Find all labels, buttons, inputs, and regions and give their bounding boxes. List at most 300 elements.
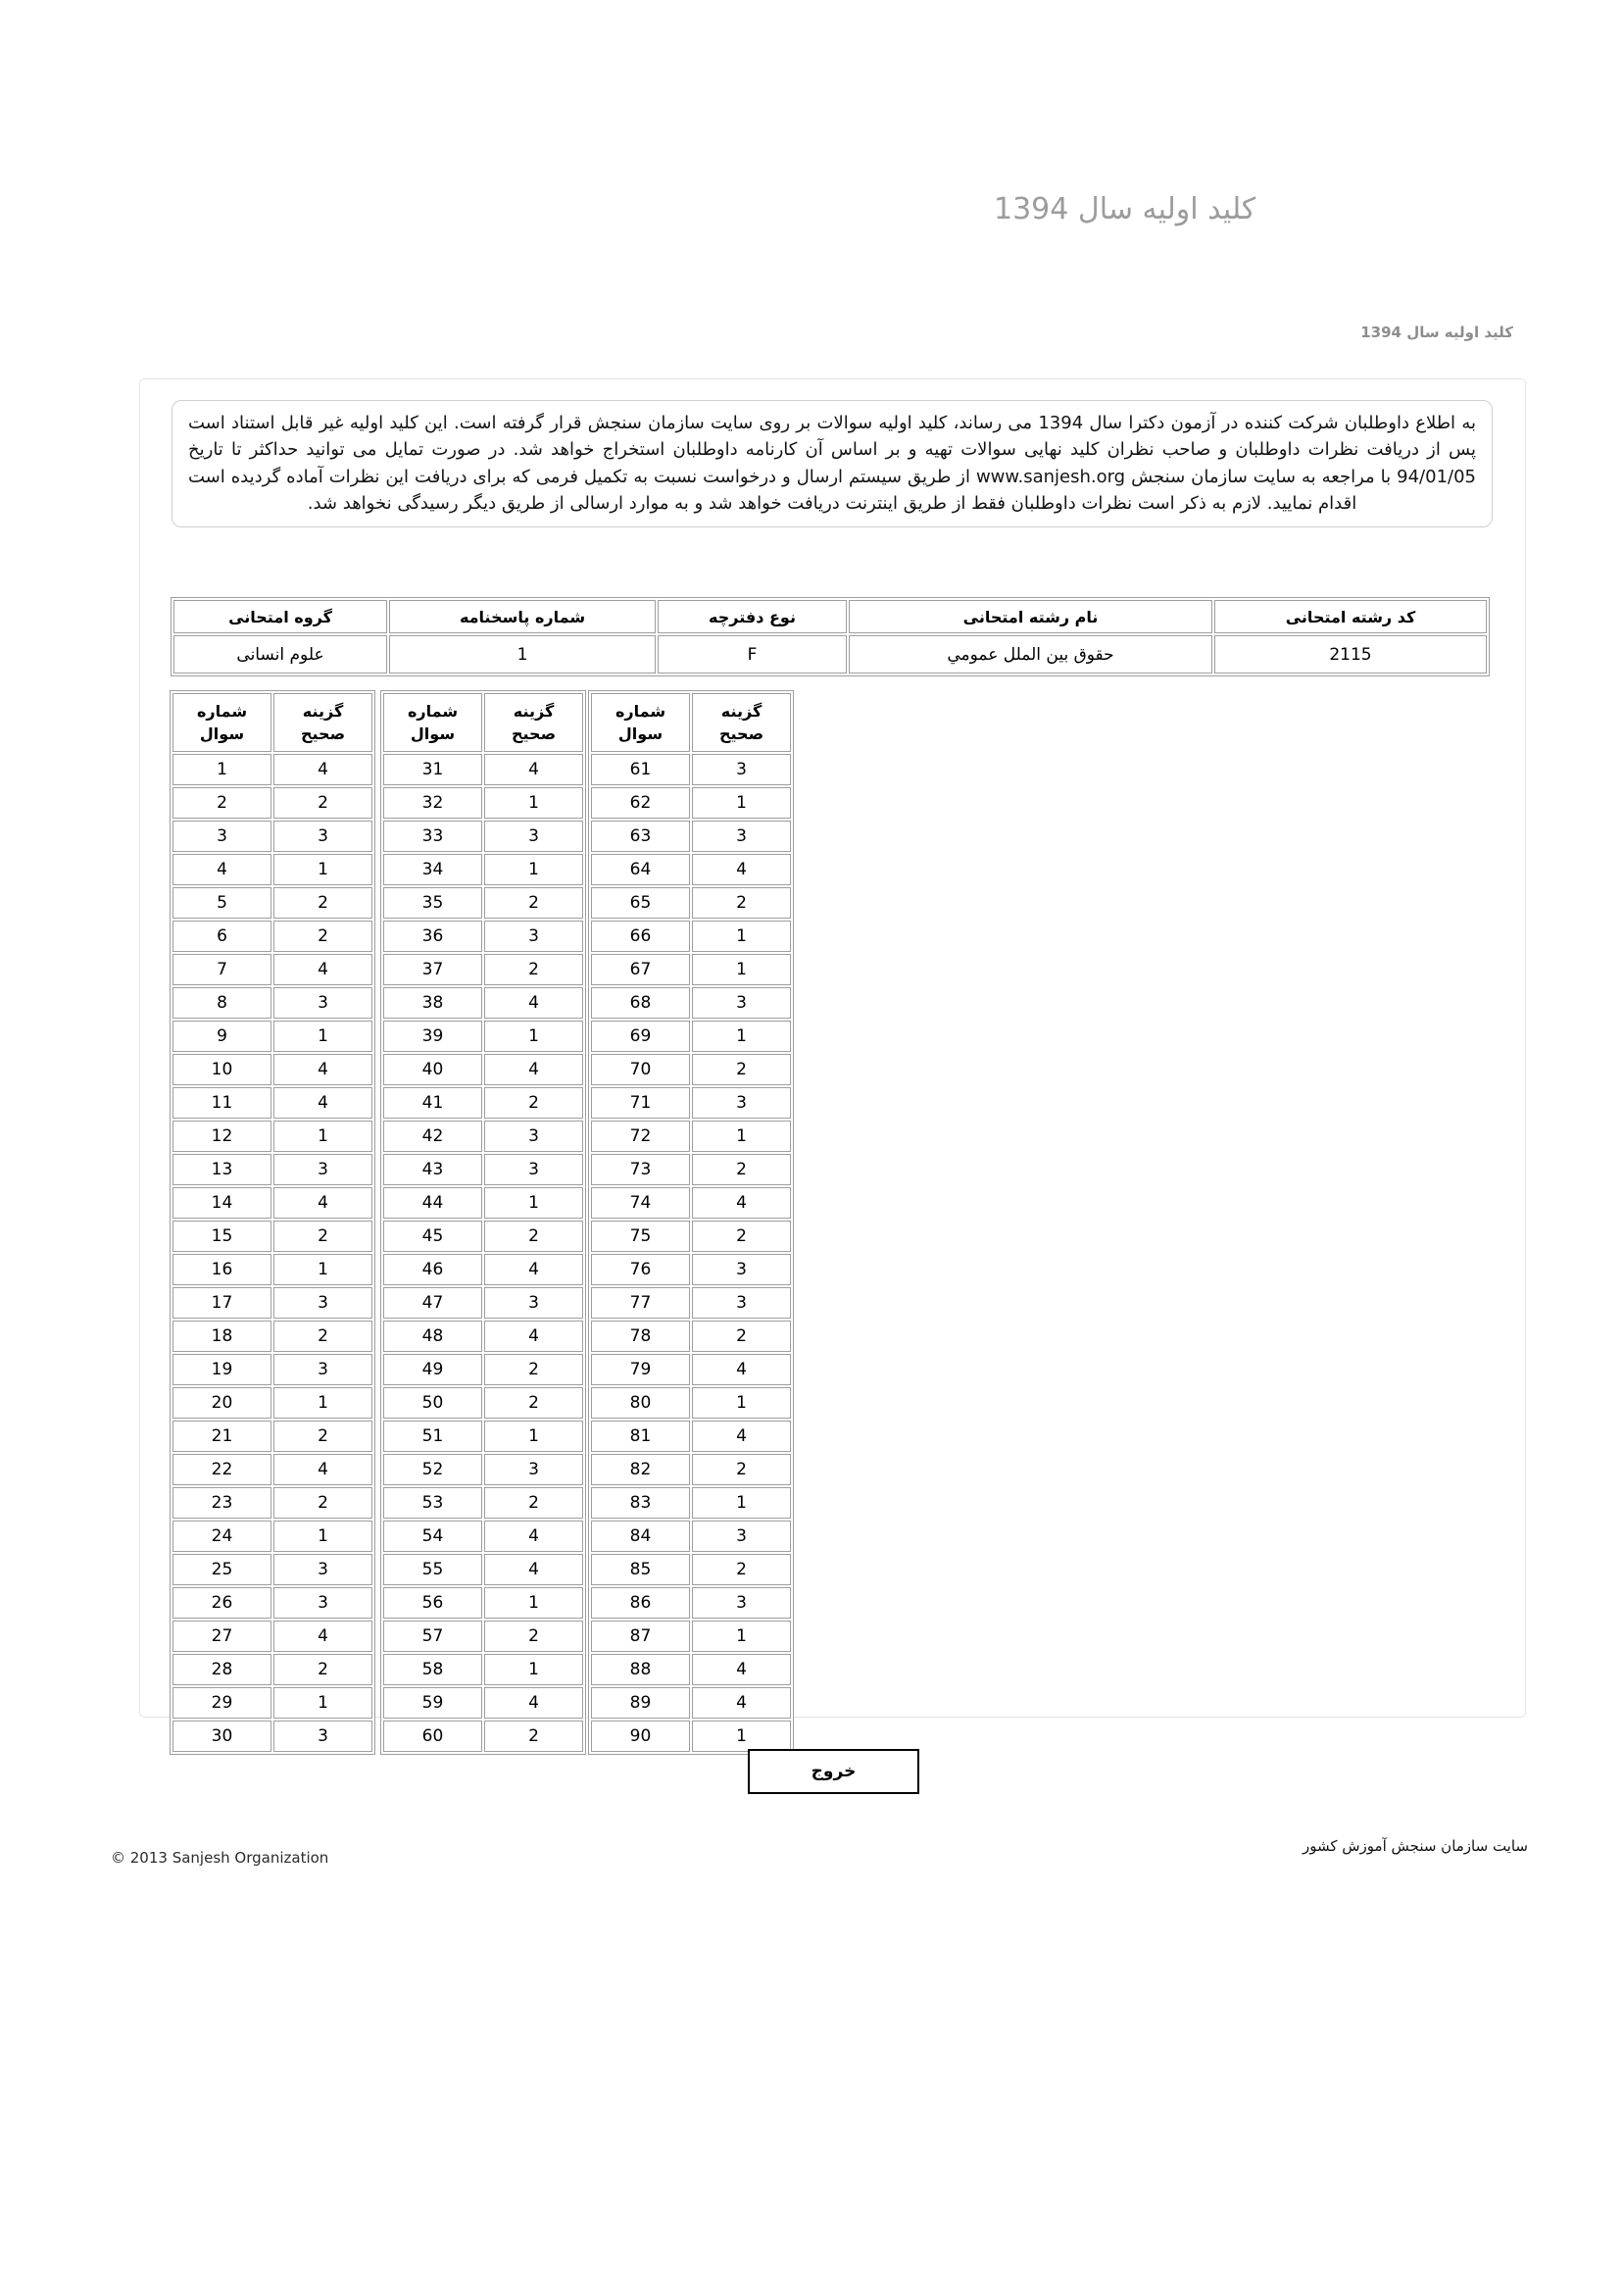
correct-option-cell: 2 [484,1721,583,1752]
question-number-header [591,693,690,752]
answer-row [591,754,791,785]
answer-row [172,1187,372,1219]
correct-option-cell: 2 [484,1487,583,1519]
correct-option-cell: 3 [692,1587,791,1619]
correct-option-cell: 1 [484,854,583,885]
answer-row [591,1021,791,1052]
answer-row [172,1487,372,1519]
question-number-cell: 12 [172,1121,271,1152]
question-number-cell: 31 [383,754,482,785]
correct-option-cell: 3 [484,1154,583,1185]
correct-option-cell: 2 [273,1321,372,1352]
question-number-cell: 42 [383,1121,482,1152]
correct-option-cell: 2 [484,1221,583,1252]
question-number-cell: 60 [383,1721,482,1752]
answer-table-31-60 [380,690,586,1755]
correct-option-cell: 1 [692,1487,791,1519]
correct-option-cell: 3 [692,821,791,852]
question-number-cell: 48 [383,1321,482,1352]
question-number-cell: 26 [172,1587,271,1619]
answer-row [383,1321,583,1352]
correct-option-cell: 1 [484,1421,583,1452]
info-header-exam-code: کد رشته امتحانی [1214,600,1487,633]
correct-option-cell: 2 [692,1221,791,1252]
page-title: کلید اولیه سال 1394 [994,192,1256,226]
correct-option-cell: 3 [273,821,372,852]
answer-row [172,1154,372,1185]
exam-info-table [171,597,1490,676]
answer-table-header [591,693,791,752]
question-number-cell: 73 [591,1154,690,1185]
answer-row [172,1554,372,1585]
question-number-cell: 50 [383,1387,482,1419]
correct-option-header [484,693,583,752]
answer-row [172,1654,372,1685]
answer-row [591,954,791,985]
notice-text: به اطلاع داوطلبان شرکت کننده در آزمون دکترا سال 1394 می رساند، کلید اولیه سوالات بر روی سایت سازمان سنجش قرار گرفته است. این کلید اولیه غیر قابل استناد است پس از دریافت نظرات داوطلبان و صاحب نظران کلید نهایی سوالات تهیه و بر اساس آن کارنامه داوطلبان استخراج خواهد شد. در صورت تمایل می توانید حداکثر تا تاریخ 94/01/05 با مراجعه به سایت سازمان سنجش www.sanjesh.org از طریق سیستم ارسال و درخواست نسبت به تکمیل فرمی که برای دریافت این نظرات آماده گردیده است اقدام نمایید. لازم به ذکر است نظرات داوطلبان فقط از طریق اینترنت دریافت خواهد شد و به موارد ارسالی از طریق دیگر رسیدگی نخواهد شد. [172,400,1493,527]
question-number-cell: 16 [172,1254,271,1285]
answer-row [172,887,372,919]
question-number-cell: 28 [172,1654,271,1685]
answer-row [383,1221,583,1252]
answer-row [591,1454,791,1485]
info-header-exam-group: گروه امتحانی [173,600,387,633]
copyright-text: © 2013 Sanjesh Organization [111,1849,329,1867]
header-line: سوال [410,724,456,743]
answer-row [172,1287,372,1319]
question-number-cell: 51 [383,1421,482,1452]
question-number-cell: 18 [172,1321,271,1352]
answer-row [172,1221,372,1252]
answer-row [383,854,583,885]
answer-row [591,1054,791,1085]
answer-row [383,1354,583,1385]
question-number-cell: 2 [172,787,271,819]
exit-button[interactable]: خروج [748,1749,919,1794]
correct-option-header [692,693,791,752]
correct-option-cell: 3 [273,1587,372,1619]
correct-option-cell: 4 [273,1187,372,1219]
answer-row [383,1487,583,1519]
answer-row [591,1087,791,1119]
answer-rows [591,754,791,1752]
answer-row [383,787,583,819]
correct-option-cell: 2 [273,887,372,919]
answer-row [591,1587,791,1619]
correct-option-cell: 4 [273,954,372,985]
correct-option-cell: 1 [273,1021,372,1052]
question-number-header [172,693,271,752]
correct-option-cell: 1 [484,1587,583,1619]
correct-option-cell: 2 [484,1354,583,1385]
correct-option-cell: 2 [692,1321,791,1352]
answer-row [383,1687,583,1719]
answer-row [383,1087,583,1119]
question-number-cell: 8 [172,987,271,1019]
correct-option-cell: 1 [273,1121,372,1152]
answer-row [591,1721,791,1752]
question-number-cell: 71 [591,1087,690,1119]
answer-row [591,987,791,1019]
answer-row [172,1587,372,1619]
question-number-cell: 45 [383,1221,482,1252]
info-value-booklet-type: F [658,635,847,674]
header-line: گزینه [302,702,344,721]
correct-option-cell: 3 [484,1454,583,1485]
header-line: شماره [196,702,248,721]
correct-option-cell: 3 [273,1721,372,1752]
question-number-header [383,693,482,752]
header-line: سوال [617,724,664,743]
question-number-cell: 39 [383,1021,482,1052]
correct-option-cell: 2 [273,787,372,819]
answer-row [383,1387,583,1419]
info-value-exam-group: علوم انسانی [173,635,387,674]
question-number-cell: 66 [591,921,690,952]
question-number-cell: 6 [172,921,271,952]
answer-row [591,1154,791,1185]
question-number-cell: 15 [172,1221,271,1252]
answer-row [172,821,372,852]
correct-option-cell: 4 [692,854,791,885]
answer-table-header [383,693,583,752]
answer-row [383,921,583,952]
question-number-cell: 32 [383,787,482,819]
info-header-answersheet-number: شماره پاسخنامه [389,600,656,633]
question-number-cell: 37 [383,954,482,985]
header-line: صحیح [718,724,764,743]
question-number-cell: 30 [172,1721,271,1752]
question-number-cell: 87 [591,1621,690,1652]
correct-option-cell: 1 [484,787,583,819]
question-number-cell: 3 [172,821,271,852]
correct-option-cell: 1 [692,1121,791,1152]
question-number-cell: 17 [172,1287,271,1319]
answer-row [172,921,372,952]
answer-table-header [172,693,372,752]
correct-option-cell: 3 [273,987,372,1019]
question-number-cell: 47 [383,1287,482,1319]
question-number-cell: 52 [383,1454,482,1485]
correct-option-cell: 2 [692,887,791,919]
question-number-cell: 23 [172,1487,271,1519]
question-number-cell: 14 [172,1187,271,1219]
question-number-cell: 9 [172,1021,271,1052]
answer-row [383,1254,583,1285]
answer-row [172,1421,372,1452]
question-number-cell: 75 [591,1221,690,1252]
question-number-cell: 81 [591,1421,690,1452]
info-header-field-name: نام رشته امتحانی [849,600,1212,633]
question-number-cell: 20 [172,1387,271,1419]
correct-option-cell: 3 [273,1154,372,1185]
question-number-cell: 84 [591,1521,690,1552]
answer-row [591,1487,791,1519]
question-number-cell: 72 [591,1121,690,1152]
answer-row [591,854,791,885]
correct-option-cell: 4 [484,1554,583,1585]
question-number-cell: 78 [591,1321,690,1352]
question-number-cell: 68 [591,987,690,1019]
correct-option-cell: 4 [484,754,583,785]
correct-option-cell: 1 [273,1521,372,1552]
question-number-cell: 61 [591,754,690,785]
correct-option-cell: 1 [692,1621,791,1652]
correct-option-cell: 3 [484,1121,583,1152]
question-number-cell: 34 [383,854,482,885]
question-number-cell: 5 [172,887,271,919]
answer-row [591,921,791,952]
question-number-cell: 41 [383,1087,482,1119]
exam-info-body [173,600,1487,674]
correct-option-cell: 1 [273,1254,372,1285]
question-number-cell: 55 [383,1554,482,1585]
answer-row [172,1387,372,1419]
correct-option-cell: 4 [484,987,583,1019]
answer-row [383,821,583,852]
correct-option-cell: 4 [484,1254,583,1285]
correct-option-cell: 2 [484,1621,583,1652]
answer-row [383,1454,583,1485]
answer-header-row [172,693,372,752]
question-number-cell: 65 [591,887,690,919]
answer-header-row [591,693,791,752]
correct-option-cell: 1 [273,1687,372,1719]
question-number-cell: 63 [591,821,690,852]
answer-row [172,1087,372,1119]
answer-row [383,754,583,785]
correct-option-cell: 4 [484,1687,583,1719]
answer-row [383,887,583,919]
correct-option-cell: 3 [484,821,583,852]
answer-row [172,1021,372,1052]
correct-option-cell: 4 [273,1054,372,1085]
answer-row [383,1287,583,1319]
question-number-cell: 86 [591,1587,690,1619]
info-header-booklet-type: نوع دفترچه [658,600,847,633]
correct-option-cell: 4 [484,1321,583,1352]
correct-option-cell: 3 [484,1287,583,1319]
question-number-cell: 49 [383,1354,482,1385]
answer-rows [172,754,372,1752]
content-panel [139,378,1526,1746]
correct-option-cell: 3 [692,1287,791,1319]
question-number-cell: 22 [172,1454,271,1485]
correct-option-cell: 1 [692,954,791,985]
question-number-cell: 88 [591,1654,690,1685]
correct-option-cell: 4 [484,1054,583,1085]
correct-option-cell: 1 [692,1387,791,1419]
correct-option-cell: 4 [692,1187,791,1219]
answer-row [383,1654,583,1685]
question-number-cell: 85 [591,1554,690,1585]
question-number-cell: 43 [383,1154,482,1185]
question-number-cell: 1 [172,754,271,785]
answer-row [383,1721,583,1752]
answer-rows [383,754,583,1752]
answer-row [591,1121,791,1152]
question-number-cell: 69 [591,1021,690,1052]
question-number-cell: 57 [383,1621,482,1652]
correct-option-cell: 3 [692,1087,791,1119]
answer-row [383,1621,583,1652]
question-number-cell: 36 [383,921,482,952]
correct-option-cell: 1 [484,1187,583,1219]
question-number-cell: 64 [591,854,690,885]
question-number-cell: 54 [383,1521,482,1552]
info-header-row [173,600,1487,633]
answer-row [383,1154,583,1185]
question-number-cell: 35 [383,887,482,919]
answer-header-row [383,693,583,752]
correct-option-cell: 3 [273,1287,372,1319]
question-number-cell: 29 [172,1687,271,1719]
answer-row [591,1187,791,1219]
question-number-cell: 33 [383,821,482,852]
correct-option-cell: 1 [692,921,791,952]
question-number-cell: 58 [383,1654,482,1685]
answer-row [591,1521,791,1552]
question-number-cell: 4 [172,854,271,885]
correct-option-cell: 2 [484,887,583,919]
answer-row [172,787,372,819]
question-number-cell: 19 [172,1354,271,1385]
correct-option-cell: 1 [692,787,791,819]
answer-row [383,1187,583,1219]
answer-row [591,1287,791,1319]
answer-row [383,987,583,1019]
section-title: کلید اولیه سال 1394 [1360,324,1513,341]
correct-option-cell: 2 [692,1154,791,1185]
correct-option-cell: 3 [692,1521,791,1552]
correct-option-cell: 1 [692,1021,791,1052]
answer-row [172,1054,372,1085]
question-number-cell: 25 [172,1554,271,1585]
correct-option-cell: 4 [692,1654,791,1685]
answer-table-61-90 [588,690,794,1755]
answer-row [591,1654,791,1685]
correct-option-cell: 2 [273,921,372,952]
answer-row [172,1354,372,1385]
correct-option-cell: 1 [484,1021,583,1052]
answer-row [591,1687,791,1719]
answer-row [591,1321,791,1352]
answer-table-1-30 [170,690,375,1755]
answer-row [383,1421,583,1452]
correct-option-cell: 3 [273,1354,372,1385]
answer-row [591,1254,791,1285]
info-value-answersheet-number: 1 [389,635,656,674]
correct-option-cell: 3 [484,921,583,952]
question-number-cell: 76 [591,1254,690,1285]
correct-option-cell: 2 [273,1221,372,1252]
answer-row [383,1121,583,1152]
question-number-cell: 13 [172,1154,271,1185]
correct-option-cell: 2 [692,1054,791,1085]
answer-row [172,1454,372,1485]
correct-option-cell: 2 [692,1454,791,1485]
correct-option-cell: 4 [273,1621,372,1652]
question-number-cell: 79 [591,1354,690,1385]
correct-option-cell: 2 [273,1421,372,1452]
correct-option-cell: 2 [484,954,583,985]
correct-option-cell: 1 [692,1721,791,1752]
correct-option-cell: 3 [692,987,791,1019]
question-number-cell: 80 [591,1387,690,1419]
answer-row [172,854,372,885]
header-line: گزینه [513,702,555,721]
question-number-cell: 11 [172,1087,271,1119]
answer-row [172,1121,372,1152]
answer-row [591,887,791,919]
question-number-cell: 53 [383,1487,482,1519]
answer-row [172,1521,372,1552]
correct-option-cell: 2 [273,1487,372,1519]
question-number-cell: 44 [383,1187,482,1219]
header-line: صحیح [300,724,346,743]
question-number-cell: 24 [172,1521,271,1552]
answer-row [172,1254,372,1285]
correct-option-cell: 4 [484,1521,583,1552]
answer-row [591,1354,791,1385]
correct-option-cell: 2 [273,1654,372,1685]
answer-row [383,1054,583,1085]
info-value-exam-code: 2115 [1214,635,1487,674]
question-number-cell: 56 [383,1587,482,1619]
question-number-cell: 90 [591,1721,690,1752]
answer-row [383,1521,583,1552]
question-number-cell: 10 [172,1054,271,1085]
correct-option-cell: 3 [273,1554,372,1585]
question-number-cell: 62 [591,787,690,819]
correct-option-cell: 3 [692,1254,791,1285]
question-number-cell: 67 [591,954,690,985]
correct-option-cell: 2 [484,1387,583,1419]
answer-row [591,787,791,819]
correct-option-header [273,693,372,752]
answer-row [591,821,791,852]
question-number-cell: 83 [591,1487,690,1519]
answer-row [383,954,583,985]
answer-row [172,1621,372,1652]
answer-row [172,1687,372,1719]
question-number-cell: 59 [383,1687,482,1719]
correct-option-cell: 4 [273,754,372,785]
answer-row [591,1421,791,1452]
header-line: سوال [199,724,245,743]
question-number-cell: 38 [383,987,482,1019]
answer-row [591,1387,791,1419]
header-line: صحیح [511,724,557,743]
question-number-cell: 70 [591,1054,690,1085]
answer-row [591,1621,791,1652]
question-number-cell: 27 [172,1621,271,1652]
question-number-cell: 82 [591,1454,690,1485]
answer-row [172,754,372,785]
header-line: شماره [615,702,666,721]
correct-option-cell: 4 [273,1454,372,1485]
answer-row [383,1021,583,1052]
header-line: گزینه [720,702,762,721]
correct-option-cell: 1 [273,854,372,885]
answer-row [172,954,372,985]
question-number-cell: 7 [172,954,271,985]
correct-option-cell: 4 [692,1687,791,1719]
question-number-cell: 89 [591,1687,690,1719]
site-name-text: سایت سازمان سنجش آموزش کشور [1302,1837,1528,1855]
answer-row [383,1587,583,1619]
question-number-cell: 74 [591,1187,690,1219]
